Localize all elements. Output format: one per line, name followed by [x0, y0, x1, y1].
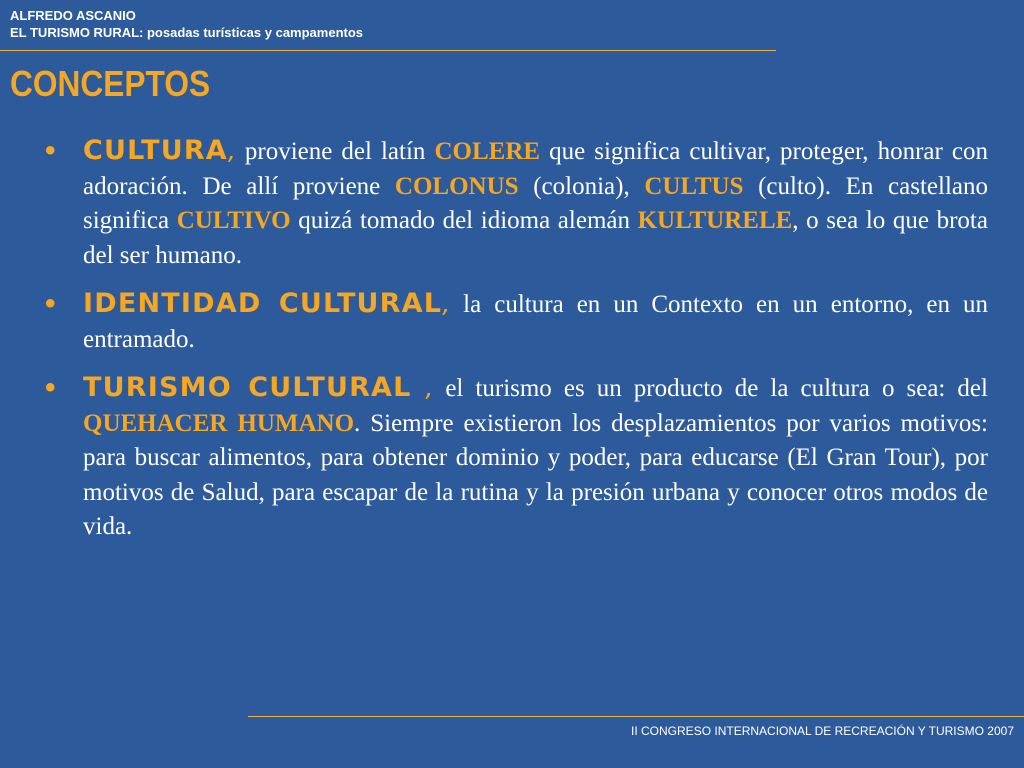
term-comma: ,: [442, 289, 451, 318]
bullet-icon: •: [45, 134, 56, 167]
footer-divider: [248, 716, 1024, 717]
term-turismo-cultural: TURISMO CULTURAL: [83, 372, 412, 403]
body-text: proviene del latín: [235, 138, 435, 165]
highlight-kulturele: KULTURELE: [637, 207, 793, 234]
body-text: el turismo es un producto de la cultura o sea: del: [433, 375, 988, 402]
term-cultura: CULTURA: [83, 135, 228, 166]
highlight-cultus: CULTUS: [644, 172, 744, 200]
body-text: quizá tomado del idioma alemán: [290, 207, 638, 234]
slide-footer: II CONGRESO INTERNACIONAL DE RECREACIÓN Y TURISMO 2007: [631, 724, 1014, 738]
term-comma: ,: [227, 136, 236, 165]
header-author: ALFREDO ASCANIO: [10, 8, 136, 23]
header-divider: [0, 50, 776, 51]
header-subtitle: EL TURISMO RURAL: posadas turísticas y campamentos: [10, 25, 364, 40]
bullet-icon: •: [45, 371, 56, 404]
bullet-turismo-cultural: [45, 371, 988, 545]
body-text: (colonia),: [518, 172, 645, 200]
body-text: . Siempre existieron los desplazamientos por varios motivos: para buscar alimentos, para obtener dominio y poder, para educarse (El Gran Tour), por motivos de Salud, para escapar de la rutina y la presión urbana y conocer otros modos de vida.: [83, 409, 989, 540]
highlight-colonus: COLONUS: [394, 172, 519, 200]
bullet-icon: •: [45, 287, 56, 320]
term-identidad-cultural: IDENTIDAD CULTURAL: [83, 288, 443, 319]
bullet-list: [45, 134, 988, 559]
body-text: (culto). En castellano significa: [83, 172, 988, 234]
slide-header: [10, 7, 363, 41]
highlight-colere: COLERE: [434, 138, 541, 165]
slide-title: CONCEPTOS: [10, 63, 211, 104]
bullet-identidad-cultural: [45, 287, 988, 357]
body-text: , o sea lo que brota del ser humano.: [83, 207, 988, 269]
body-text: que significa cultivar, proteger, honrar con adoración. De allí proviene: [83, 138, 988, 200]
bullet-cultura: [45, 134, 988, 273]
term-comma: ,: [411, 373, 434, 402]
highlight-cultivo: CULTIVO: [176, 207, 291, 234]
highlight-quehacer-humano: QUEHACER HUMANO: [83, 409, 355, 437]
body-text: la cultura en un Contexto en un entorno, en un entramado.: [83, 291, 989, 353]
